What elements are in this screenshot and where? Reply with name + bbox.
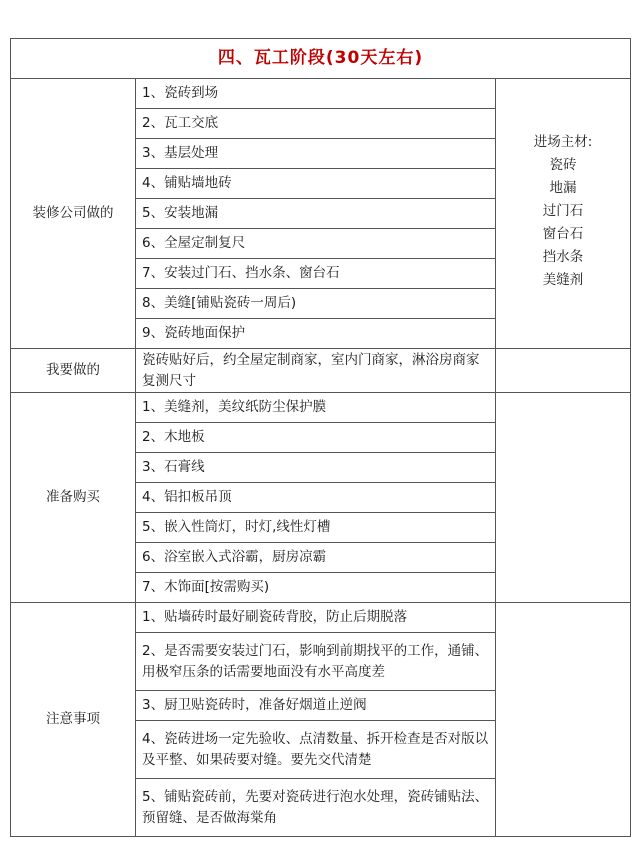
list-item: 1、美缝剂，美纹纸防尘保护膜	[136, 393, 496, 423]
category-cell: 注意事项	[11, 603, 136, 837]
list-item: 4、瓷砖进场一定先验收、点清数量、拆开检查是否对版以及平整、如果砖要对缝。要先交代清楚	[136, 721, 496, 779]
list-item: 3、石膏线	[136, 453, 496, 483]
list-item: 9、瓷砖地面保护	[136, 319, 496, 349]
list-item: 1、贴墙砖时最好刷瓷砖背胶，防止后期脱落	[136, 603, 496, 633]
list-item: 1、瓷砖到场	[136, 79, 496, 109]
empty-cell	[496, 393, 631, 603]
empty-cell	[496, 349, 631, 393]
list-item: 瓷砖贴好后，约全屋定制商家，室内门商家，淋浴房商家复测尺寸	[136, 349, 496, 393]
table-row	[11, 349, 631, 393]
list-item: 5、嵌入性筒灯，时灯,线性灯槽	[136, 513, 496, 543]
material-item: 窗台石	[542, 226, 584, 242]
list-item: 2、是否需要安装过门石，影响到前期找平的工作，通铺、用极窄压条的话需要地面没有水平高度差	[136, 633, 496, 691]
list-item: 5、铺贴瓷砖前，先要对瓷砖进行泡水处理，瓷砖铺贴法、预留缝、是否做海棠角	[136, 779, 496, 837]
list-item: 4、铺贴墙地砖	[136, 169, 496, 199]
list-item: 8、美缝[铺贴瓷砖一周后)	[136, 289, 496, 319]
list-item: 2、瓦工交底	[136, 109, 496, 139]
table-row	[11, 393, 631, 423]
list-item: 3、基层处理	[136, 139, 496, 169]
list-item: 5、安装地漏	[136, 199, 496, 229]
material-item: 美缝剂	[542, 272, 584, 288]
title-row	[11, 39, 631, 79]
table-row	[11, 79, 631, 109]
materials-title: 进场主材:	[533, 134, 593, 150]
category-cell: 准备购买	[11, 393, 136, 603]
list-item: 6、浴室嵌入式浴霸，厨房凉霸	[136, 543, 496, 573]
list-item: 7、木饰面[按需购买)	[136, 573, 496, 603]
table-title: 四、瓦工阶段(30天左右)	[11, 39, 631, 79]
list-item: 4、铝扣板吊顶	[136, 483, 496, 513]
list-item: 6、全屋定制复尺	[136, 229, 496, 259]
material-item: 过门石	[542, 203, 584, 219]
list-item: 7、安装过门石、挡水条、窗台石	[136, 259, 496, 289]
category-cell: 装修公司做的	[11, 79, 136, 349]
material-item: 地漏	[549, 180, 577, 196]
table-row	[11, 603, 631, 633]
list-item: 2、木地板	[136, 423, 496, 453]
material-item: 瓷砖	[549, 157, 577, 173]
materials-cell	[496, 79, 631, 349]
list-item: 3、厨卫贴瓷砖时，准备好烟道止逆阀	[136, 691, 496, 721]
category-cell: 我要做的	[11, 349, 136, 393]
renovation-table	[10, 38, 631, 837]
empty-cell	[496, 603, 631, 837]
material-item: 挡水条	[542, 249, 584, 265]
renovation-table-wrapper	[10, 38, 630, 837]
